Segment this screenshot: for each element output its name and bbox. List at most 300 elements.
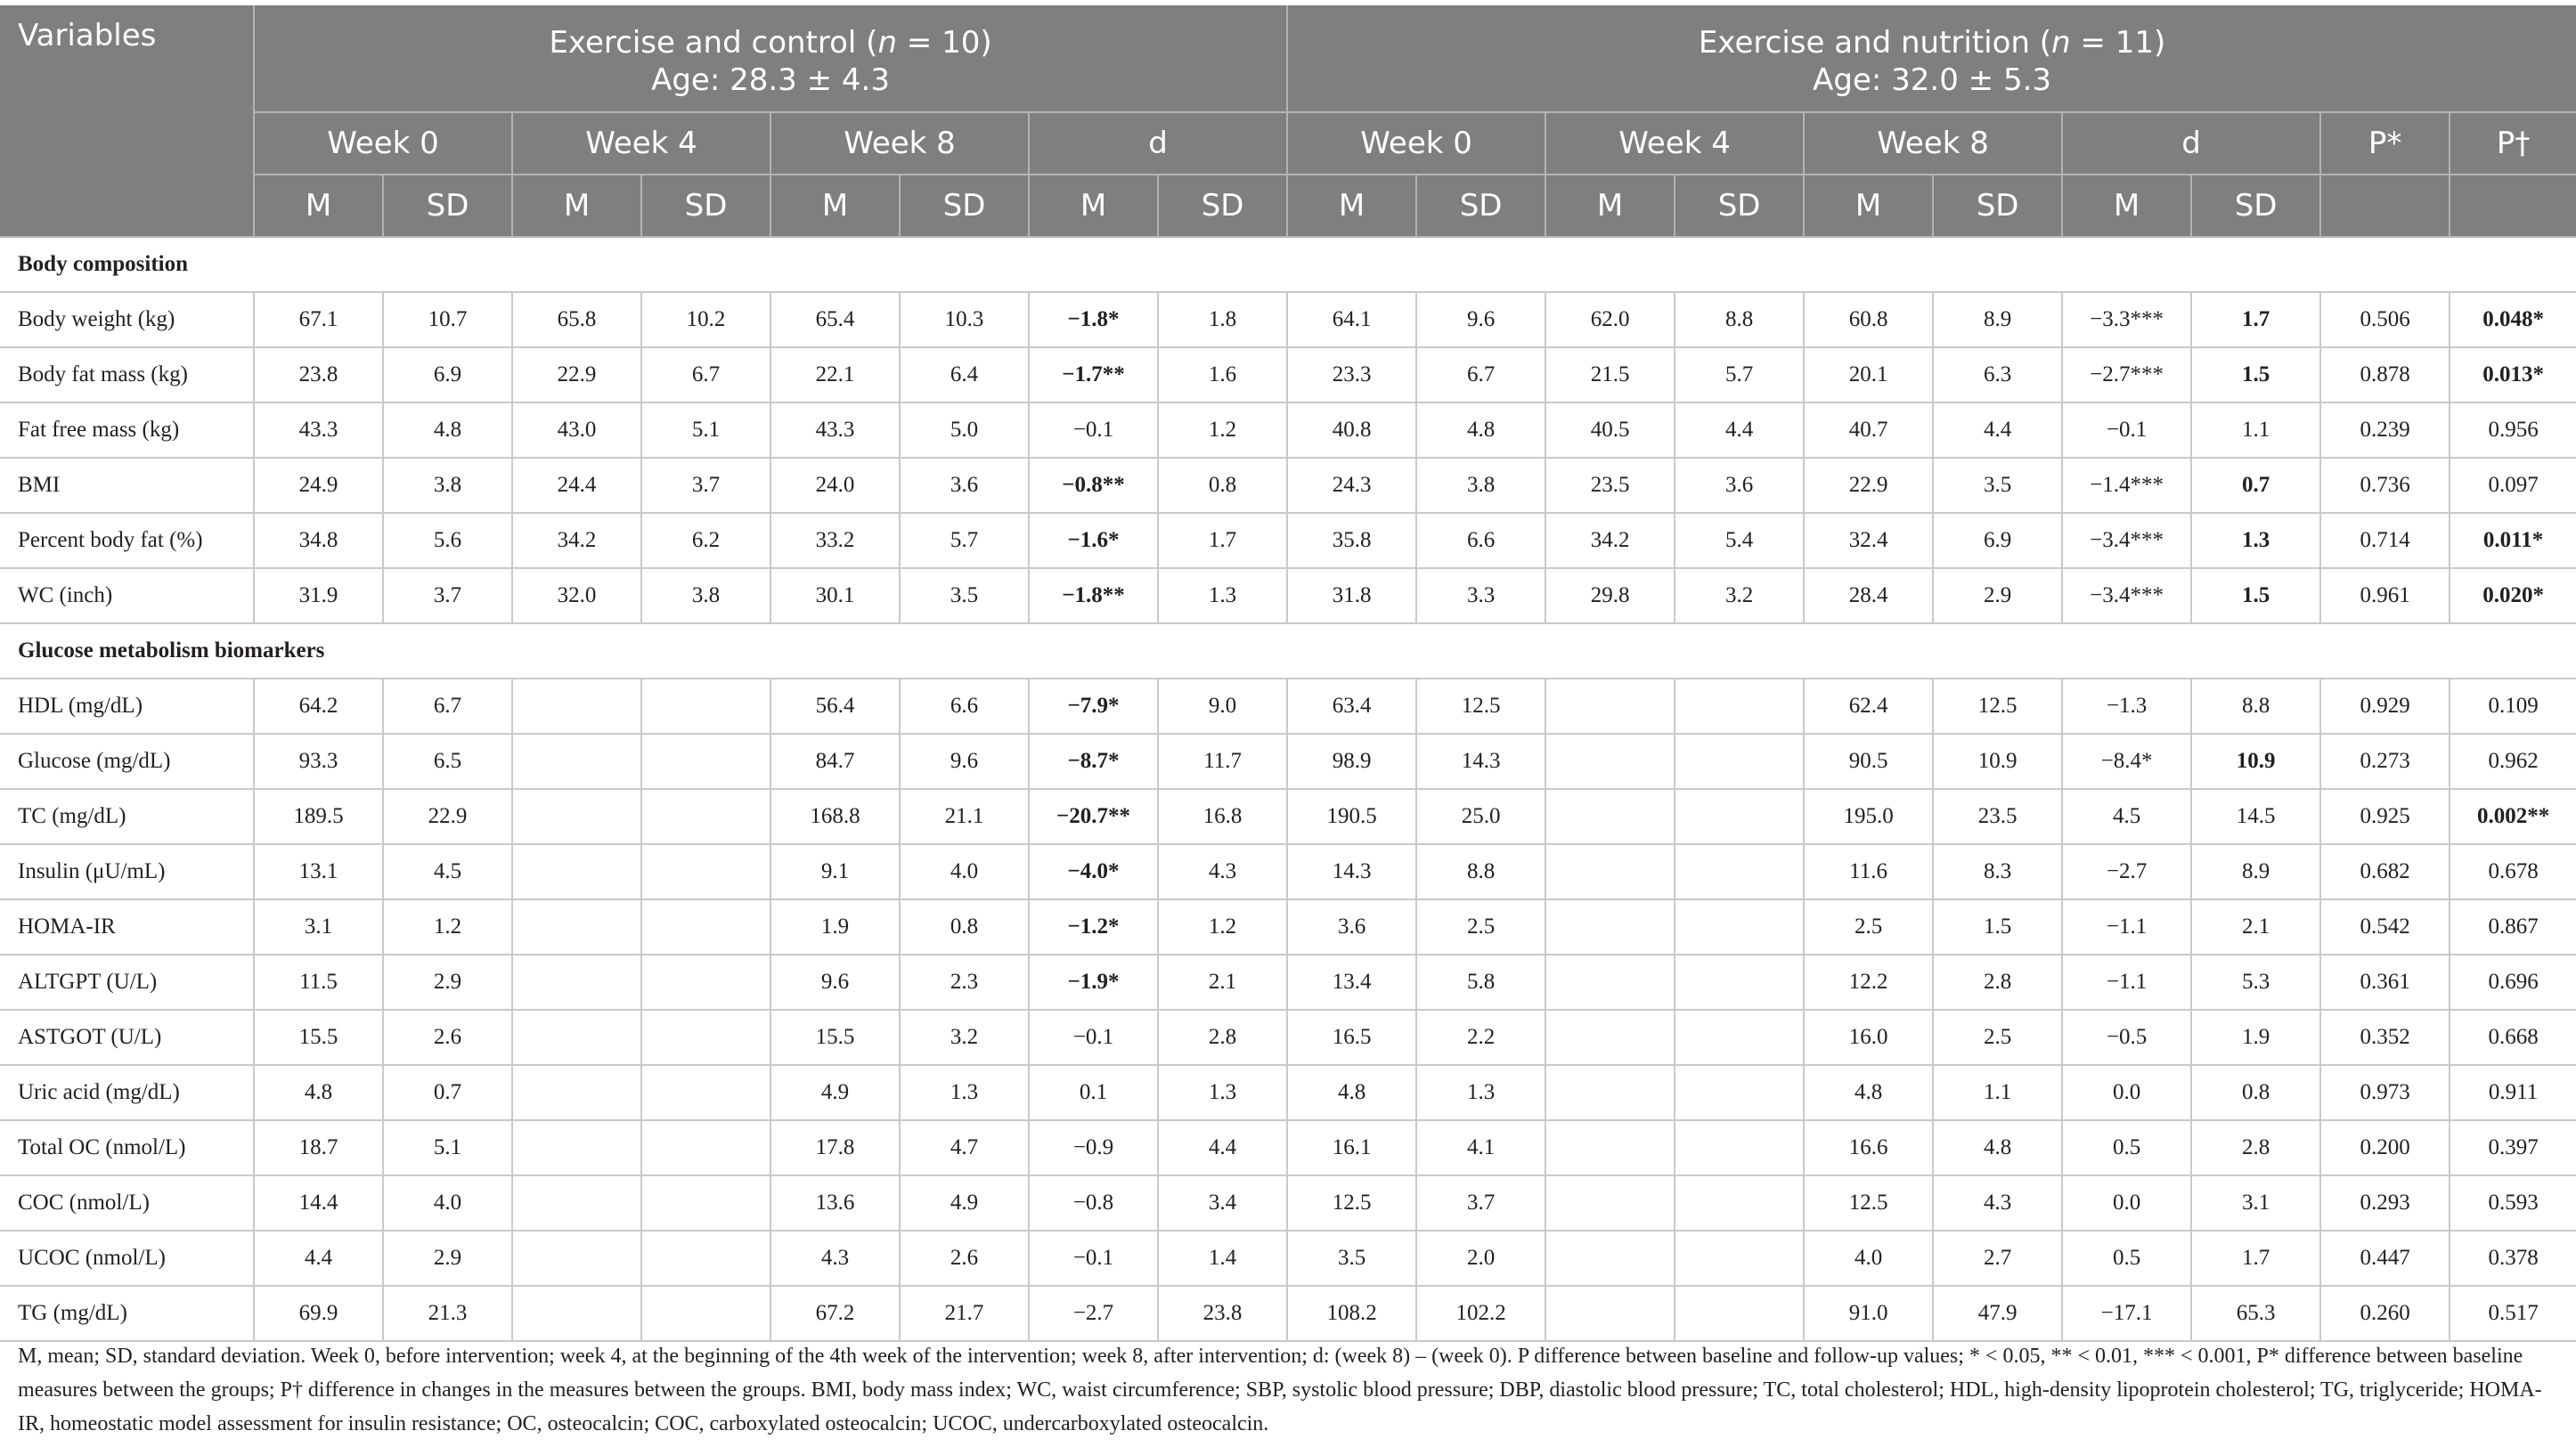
table-cell: [1675, 1010, 1804, 1065]
table-cell: 9.6: [900, 734, 1029, 789]
table-row: [0, 734, 2576, 789]
table-cell: 23.5: [1933, 789, 2062, 844]
table-row: [0, 402, 2576, 458]
table-cell: 0.542: [2320, 899, 2450, 955]
row-label: Body fat mass (kg): [0, 347, 254, 402]
table-cell: [512, 1231, 641, 1286]
row-label: Fat free mass (kg): [0, 402, 254, 458]
table-cell: 6.7: [641, 347, 770, 402]
table-cell: 0.714: [2320, 513, 2450, 568]
table-cell: 5.4: [1675, 513, 1804, 568]
group1-age: Age: 28.3 ± 4.3: [651, 61, 890, 98]
table-cell: −0.8**: [1029, 458, 1158, 513]
table-cell: 11.7: [1158, 734, 1287, 789]
table-cell: 4.3: [770, 1231, 900, 1286]
table-row: [0, 1120, 2576, 1175]
table-cell: −1.7**: [1029, 347, 1158, 402]
group1-n-value: = 10): [897, 24, 992, 61]
table-cell: 22.9: [512, 347, 641, 402]
g2-week4-header: Week 4: [1545, 112, 1804, 175]
table-cell: 0.911: [2450, 1065, 2576, 1120]
table-cell: 6.9: [1933, 513, 2062, 568]
group1-n-symbol: n: [877, 24, 897, 61]
table-header: [0, 5, 2576, 237]
m-header: M: [1029, 175, 1158, 237]
m-header: M: [1545, 175, 1675, 237]
table-cell: 22.1: [770, 347, 900, 402]
table-cell: 5.0: [900, 402, 1029, 458]
table-cell: [512, 734, 641, 789]
group2-header: [1287, 5, 2576, 112]
table-cell: 34.2: [512, 513, 641, 568]
table-cell: [1675, 789, 1804, 844]
table-cell: 8.8: [1675, 292, 1804, 347]
table-cell: −1.6*: [1029, 513, 1158, 568]
table-cell: [641, 1175, 770, 1231]
table-cell: 0.200: [2320, 1120, 2450, 1175]
table-cell: 21.3: [383, 1286, 512, 1341]
table-cell: 9.6: [770, 955, 900, 1010]
table-cell: 0.878: [2320, 347, 2450, 402]
table-cell: 6.6: [1416, 513, 1545, 568]
table-cell: [641, 1120, 770, 1175]
row-label: Glucose (mg/dL): [0, 734, 254, 789]
group2-title: [1288, 24, 2576, 61]
table-cell: 4.9: [900, 1175, 1029, 1231]
table-cell: 3.2: [900, 1010, 1029, 1065]
m-header: M: [770, 175, 900, 237]
table-cell: 34.8: [254, 513, 383, 568]
table-cell: 4.4: [1158, 1120, 1287, 1175]
table-cell: 1.2: [1158, 899, 1287, 955]
g2-week8-header: Week 8: [1804, 112, 2062, 175]
table-cell: 0.929: [2320, 679, 2450, 734]
m-header: M: [2062, 175, 2191, 237]
table-cell: −2.7: [1029, 1286, 1158, 1341]
table-cell: 0.5: [2062, 1120, 2191, 1175]
table-cell: 5.6: [383, 513, 512, 568]
table-body: [0, 237, 2576, 1341]
table-cell: −3.4***: [2062, 513, 2191, 568]
table-cell: 1.3: [1158, 568, 1287, 623]
table-cell: 4.4: [254, 1231, 383, 1286]
table-cell: 0.273: [2320, 734, 2450, 789]
table-cell: 4.5: [2062, 789, 2191, 844]
row-label: Uric acid (mg/dL): [0, 1065, 254, 1120]
table-cell: 23.3: [1287, 347, 1416, 402]
table-row: [0, 513, 2576, 568]
table-cell: 12.5: [1416, 679, 1545, 734]
table-cell: −0.5: [2062, 1010, 2191, 1065]
table-cell: 60.8: [1804, 292, 1933, 347]
table-cell: 3.8: [383, 458, 512, 513]
table-cell: 4.8: [254, 1065, 383, 1120]
table-cell: 16.8: [1158, 789, 1287, 844]
table-cell: [641, 1286, 770, 1341]
table-cell: 102.2: [1416, 1286, 1545, 1341]
table-cell: 14.3: [1416, 734, 1545, 789]
table-cell: 24.9: [254, 458, 383, 513]
table-cell: 2.5: [1416, 899, 1545, 955]
sd-header: SD: [1933, 175, 2062, 237]
table-cell: 8.9: [2191, 844, 2320, 899]
p-star-header: P*: [2320, 112, 2450, 175]
table-cell: 8.9: [1933, 292, 2062, 347]
table-cell: 3.7: [1416, 1175, 1545, 1231]
table-cell: 1.9: [770, 899, 900, 955]
table-cell: 0.048*: [2450, 292, 2576, 347]
table-cell: 0.7: [383, 1065, 512, 1120]
table-cell: [512, 1175, 641, 1231]
table-cell: [641, 955, 770, 1010]
table-cell: −0.8: [1029, 1175, 1158, 1231]
row-label: COC (nmol/L): [0, 1175, 254, 1231]
table-cell: 13.4: [1287, 955, 1416, 1010]
table-cell: [1545, 844, 1675, 899]
table-cell: 13.6: [770, 1175, 900, 1231]
group1-title: [255, 24, 1286, 61]
table-cell: 0.013*: [2450, 347, 2576, 402]
table-cell: [1675, 734, 1804, 789]
table-cell: 15.5: [770, 1010, 900, 1065]
table-cell: 1.4: [1158, 1231, 1287, 1286]
table-cell: 93.3: [254, 734, 383, 789]
table-cell: 2.9: [383, 1231, 512, 1286]
group1-title-text: Exercise and control (: [549, 24, 878, 61]
sd-header: SD: [641, 175, 770, 237]
table-cell: 14.4: [254, 1175, 383, 1231]
table-cell: 67.1: [254, 292, 383, 347]
row-label: TG (mg/dL): [0, 1286, 254, 1341]
table-cell: 23.8: [254, 347, 383, 402]
group1-header: [254, 5, 1287, 112]
table-cell: 65.4: [770, 292, 900, 347]
table-cell: 17.8: [770, 1120, 900, 1175]
table-cell: 0.8: [2191, 1065, 2320, 1120]
table-cell: 2.9: [383, 955, 512, 1010]
table-cell: 0.8: [900, 899, 1029, 955]
g1-week8-header: Week 8: [770, 112, 1029, 175]
table-cell: 10.7: [383, 292, 512, 347]
table-cell: 30.1: [770, 568, 900, 623]
table-cell: 31.9: [254, 568, 383, 623]
table-cell: 1.5: [2191, 568, 2320, 623]
table-cell: [1545, 1286, 1675, 1341]
table-cell: [1675, 899, 1804, 955]
table-cell: 10.3: [900, 292, 1029, 347]
table-cell: 10.2: [641, 292, 770, 347]
table-row: [0, 1175, 2576, 1231]
table-cell: 31.8: [1287, 568, 1416, 623]
table-cell: 4.0: [1804, 1231, 1933, 1286]
table-cell: 0.678: [2450, 844, 2576, 899]
row-label: HDL (mg/dL): [0, 679, 254, 734]
table-cell: 67.2: [770, 1286, 900, 1341]
table-cell: [1545, 899, 1675, 955]
table-cell: 43.3: [254, 402, 383, 458]
table-cell: 1.5: [2191, 347, 2320, 402]
table-cell: 2.2: [1416, 1010, 1545, 1065]
table-cell: 108.2: [1287, 1286, 1416, 1341]
table-cell: 4.4: [1675, 402, 1804, 458]
table-cell: −0.1: [1029, 1231, 1158, 1286]
table-cell: 24.3: [1287, 458, 1416, 513]
table-cell: 1.8: [1158, 292, 1287, 347]
table-cell: 0.8: [1158, 458, 1287, 513]
table-cell: 24.4: [512, 458, 641, 513]
table-cell: [512, 955, 641, 1010]
table-cell: 3.4: [1158, 1175, 1287, 1231]
row-label: BMI: [0, 458, 254, 513]
table-cell: −1.3: [2062, 679, 2191, 734]
table-cell: 189.5: [254, 789, 383, 844]
table-cell: 5.7: [900, 513, 1029, 568]
table-cell: 4.7: [900, 1120, 1029, 1175]
sd-header: SD: [1416, 175, 1545, 237]
table-cell: 4.0: [900, 844, 1029, 899]
table-cell: 21.7: [900, 1286, 1029, 1341]
table-cell: 64.1: [1287, 292, 1416, 347]
table-cell: [512, 1120, 641, 1175]
row-label: ASTGOT (U/L): [0, 1010, 254, 1065]
table-cell: 16.5: [1287, 1010, 1416, 1065]
table-cell: 195.0: [1804, 789, 1933, 844]
g1-week4-header: Week 4: [512, 112, 770, 175]
table-cell: 6.7: [1416, 347, 1545, 402]
table-cell: [641, 1231, 770, 1286]
table-cell: 2.9: [1933, 568, 2062, 623]
table-cell: −8.7*: [1029, 734, 1158, 789]
table-cell: 1.1: [1933, 1065, 2062, 1120]
table-cell: −3.3***: [2062, 292, 2191, 347]
table-cell: 84.7: [770, 734, 900, 789]
table-cell: [641, 844, 770, 899]
table-cell: 18.7: [254, 1120, 383, 1175]
table-cell: 8.8: [2191, 679, 2320, 734]
sd-header: SD: [2191, 175, 2320, 237]
table-cell: 23.8: [1158, 1286, 1287, 1341]
table-cell: [1545, 734, 1675, 789]
table-cell: 3.2: [1675, 568, 1804, 623]
table-cell: [641, 1065, 770, 1120]
table-cell: [512, 789, 641, 844]
table-cell: 1.5: [1933, 899, 2062, 955]
table-cell: 9.6: [1416, 292, 1545, 347]
table-cell: −3.4***: [2062, 568, 2191, 623]
table-cell: 0.973: [2320, 1065, 2450, 1120]
row-label: Body weight (kg): [0, 292, 254, 347]
table-cell: 11.6: [1804, 844, 1933, 899]
table-cell: 56.4: [770, 679, 900, 734]
m-header: M: [1287, 175, 1416, 237]
section-row: [0, 237, 2576, 292]
table-cell: −1.4***: [2062, 458, 2191, 513]
table-cell: 0.260: [2320, 1286, 2450, 1341]
table-cell: −2.7***: [2062, 347, 2191, 402]
row-label: UCOC (nmol/L): [0, 1231, 254, 1286]
table-cell: 0.378: [2450, 1231, 2576, 1286]
table-cell: 21.5: [1545, 347, 1675, 402]
row-label: ALTGPT (U/L): [0, 955, 254, 1010]
table-cell: [1675, 1175, 1804, 1231]
sd-header: SD: [900, 175, 1029, 237]
table-cell: 0.7: [2191, 458, 2320, 513]
table-cell: 0.682: [2320, 844, 2450, 899]
table-cell: 0.867: [2450, 899, 2576, 955]
table-cell: −0.1: [1029, 1010, 1158, 1065]
table-cell: −0.1: [1029, 402, 1158, 458]
table-cell: 0.517: [2450, 1286, 2576, 1341]
variables-header: Variables: [0, 5, 254, 237]
table-cell: 1.2: [1158, 402, 1287, 458]
table-cell: 65.3: [2191, 1286, 2320, 1341]
table-cell: 43.0: [512, 402, 641, 458]
table-cell: 1.3: [1158, 1065, 1287, 1120]
group2-n-value: = 11): [2070, 24, 2166, 61]
table-cell: 2.5: [1933, 1010, 2062, 1065]
table-cell: [1545, 1231, 1675, 1286]
table-cell: 1.1: [2191, 402, 2320, 458]
table-row: [0, 955, 2576, 1010]
table-cell: [512, 899, 641, 955]
table-cell: 5.7: [1675, 347, 1804, 402]
table-cell: 6.4: [900, 347, 1029, 402]
table-cell: [641, 789, 770, 844]
table-cell: 62.4: [1804, 679, 1933, 734]
table-cell: 2.1: [1158, 955, 1287, 1010]
table-cell: 0.293: [2320, 1175, 2450, 1231]
table-cell: 190.5: [1287, 789, 1416, 844]
table-cell: 1.7: [2191, 1231, 2320, 1286]
table-cell: 24.0: [770, 458, 900, 513]
table-cell: 4.8: [383, 402, 512, 458]
table-cell: 21.1: [900, 789, 1029, 844]
table-cell: 0.1: [1029, 1065, 1158, 1120]
table-cell: 65.8: [512, 292, 641, 347]
table-cell: [512, 679, 641, 734]
group2-n-symbol: n: [2051, 24, 2071, 61]
table-cell: 1.9: [2191, 1010, 2320, 1065]
table-cell: −17.1: [2062, 1286, 2191, 1341]
table-cell: 3.1: [254, 899, 383, 955]
table-cell: [1545, 1010, 1675, 1065]
table-cell: 10.9: [1933, 734, 2062, 789]
table-cell: 25.0: [1416, 789, 1545, 844]
table-cell: 12.5: [1287, 1175, 1416, 1231]
table-cell: 12.5: [1804, 1175, 1933, 1231]
table-cell: −1.8*: [1029, 292, 1158, 347]
m-header: M: [1804, 175, 1933, 237]
table-cell: 28.4: [1804, 568, 1933, 623]
table-cell: [512, 1065, 641, 1120]
table-row: [0, 1065, 2576, 1120]
table-cell: 6.9: [383, 347, 512, 402]
table-cell: 32.0: [512, 568, 641, 623]
table-cell: 4.4: [1933, 402, 2062, 458]
table-cell: 12.2: [1804, 955, 1933, 1010]
table-row: [0, 1010, 2576, 1065]
table-row: [0, 844, 2576, 899]
table-row: [0, 347, 2576, 402]
table-cell: 0.506: [2320, 292, 2450, 347]
table-row: [0, 292, 2576, 347]
table-cell: 4.1: [1416, 1120, 1545, 1175]
table-cell: 23.5: [1545, 458, 1675, 513]
group2-title-text: Exercise and nutrition (: [1698, 24, 2052, 61]
table-cell: 0.361: [2320, 955, 2450, 1010]
table-cell: 0.5: [2062, 1231, 2191, 1286]
g2-week0-header: Week 0: [1287, 112, 1545, 175]
table-cell: 90.5: [1804, 734, 1933, 789]
table-cell: 11.5: [254, 955, 383, 1010]
table-cell: 10.9: [2191, 734, 2320, 789]
table-cell: −8.4*: [2062, 734, 2191, 789]
table-cell: 8.3: [1933, 844, 2062, 899]
table-cell: 4.5: [383, 844, 512, 899]
table-cell: 0.352: [2320, 1010, 2450, 1065]
table-footnote: M, mean; SD, standard deviation. Week 0, before intervention; week 4, at the beginning of the 4th week of the intervention; week 8, after intervention; d: (week 8) – (week 0). P difference between baseline and follow-up values; * < 0.05, ** < 0.01, *** < 0.001, P* difference between baseline measures between the groups; P† difference in changes in the measures between the groups. BMI, body mass index; WC, waist circumference; SBP, systolic blood pressure; DBP, diastolic blood pressure; TC, total cholesterol; HDL, high-density lipoprotein cholesterol; TG, triglyceride; HOMA-IR, homeostatic model assessment for insulin resistance; OC, osteocalcin; COC, carboxylated osteocalcin; UCOC, undercarboxylated osteocalcin.: [18, 1345, 2542, 1435]
table-cell: [1675, 1065, 1804, 1120]
section-title: Body composition: [0, 237, 2576, 292]
table-cell: 2.3: [900, 955, 1029, 1010]
table-cell: 3.5: [1287, 1231, 1416, 1286]
section-title: Glucose metabolism biomarkers: [0, 623, 2576, 679]
table-cell: [1545, 1175, 1675, 1231]
table-cell: 3.8: [1416, 458, 1545, 513]
table-cell: [512, 1286, 641, 1341]
table-cell: 2.6: [900, 1231, 1029, 1286]
section-row: [0, 623, 2576, 679]
p-dagger-subheader-empty: [2450, 175, 2576, 237]
p-star-subheader-empty: [2320, 175, 2450, 237]
table-cell: 4.3: [1158, 844, 1287, 899]
table-cell: 3.7: [641, 458, 770, 513]
g1-d-header: d: [1029, 112, 1287, 175]
table-row: [0, 1286, 2576, 1341]
table-cell: 3.5: [1933, 458, 2062, 513]
table-cell: 4.8: [1287, 1065, 1416, 1120]
row-label: TC (mg/dL): [0, 789, 254, 844]
table-cell: 2.7: [1933, 1231, 2062, 1286]
table-cell: 20.1: [1804, 347, 1933, 402]
table-cell: 2.6: [383, 1010, 512, 1065]
table-cell: 0.962: [2450, 734, 2576, 789]
table-cell: 5.1: [383, 1120, 512, 1175]
m-header: M: [254, 175, 383, 237]
table-cell: 0.925: [2320, 789, 2450, 844]
table-cell: 4.8: [1804, 1065, 1933, 1120]
table-cell: −1.8**: [1029, 568, 1158, 623]
table-cell: 2.0: [1416, 1231, 1545, 1286]
row-label: Percent body fat (%): [0, 513, 254, 568]
table-cell: 0.002**: [2450, 789, 2576, 844]
table-cell: 40.7: [1804, 402, 1933, 458]
table-cell: 3.6: [1675, 458, 1804, 513]
table-cell: 63.4: [1287, 679, 1416, 734]
table-cell: 6.6: [900, 679, 1029, 734]
table-cell: [1545, 789, 1675, 844]
results-table-container: [0, 5, 2576, 1342]
table-cell: [1675, 1286, 1804, 1341]
table-row: [0, 899, 2576, 955]
table-cell: [512, 1010, 641, 1065]
table-cell: 5.1: [641, 402, 770, 458]
table-cell: −1.1: [2062, 955, 2191, 1010]
table-cell: 0.961: [2320, 568, 2450, 623]
table-cell: 6.2: [641, 513, 770, 568]
table-cell: [1545, 1120, 1675, 1175]
table-cell: 14.5: [2191, 789, 2320, 844]
